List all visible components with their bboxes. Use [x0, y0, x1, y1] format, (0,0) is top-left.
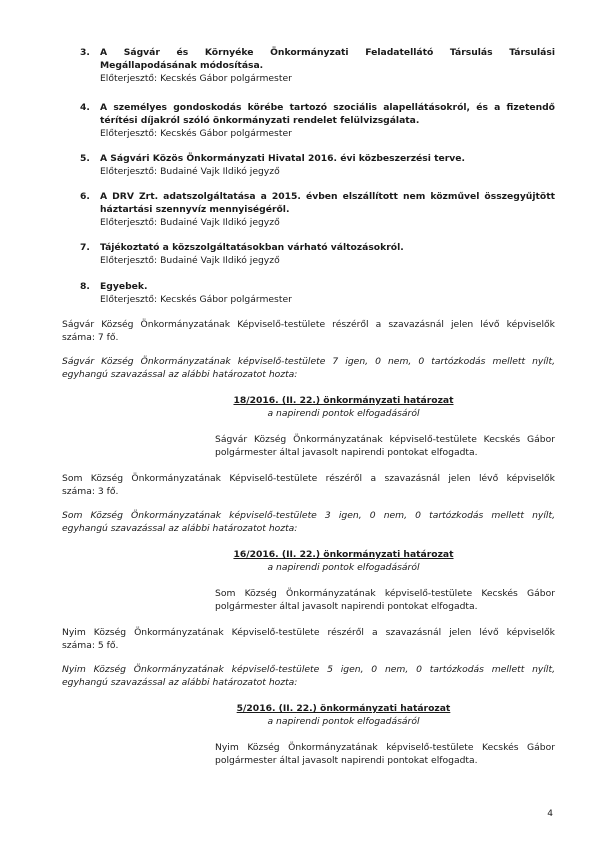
agenda-number: 8. [80, 281, 90, 292]
attendance-line: Ságvár Község Önkormányzatának Képviselő-testülete részéről a szavazásnál jelen lévő képviselők [62, 319, 555, 330]
vote-paragraph [62, 509, 555, 535]
agenda-number: 3. [80, 47, 90, 58]
agenda-title-cont: térítési díjakról szóló önkormányzati rendelet felülvizsgálata. [100, 115, 420, 126]
agenda-title: A Ságvár és Környéke Önkormányzati Feladatellátó Társulás Társulási [100, 47, 555, 58]
resolution-text-cont: polgármester által javasolt napirendi pontokat elfogadta. [215, 447, 478, 458]
agenda-title: Tájékoztató a közszolgáltatásokban várható változásokról. [100, 242, 404, 253]
attendance-paragraph [62, 626, 555, 652]
agenda-item [80, 101, 555, 140]
agenda-item [80, 152, 555, 178]
resolution-title: 5/2016. (II. 22.) önkormányzati határozat [236, 703, 451, 714]
agenda-title: A DRV Zrt. adatszolgáltatása a 2015. évben elszállított nem közművel összegyűjtött [100, 191, 555, 202]
agenda-title-cont: háztartási szennyvíz mennyiségéről. [100, 204, 290, 215]
resolution-heading [62, 394, 555, 420]
vote-line-cont: egyhangú szavazással az alábbi határozatot hozta: [62, 677, 298, 688]
agenda-item [80, 190, 555, 229]
agenda-title-cont: Megállapodásának módosítása. [100, 60, 264, 71]
resolution-heading [62, 548, 555, 574]
attendance-paragraph [62, 318, 555, 344]
agenda-presenter: Előterjesztő: Kecskés Gábor polgármester [100, 294, 292, 305]
agenda-presenter: Előterjesztő: Budainé Vajk Ildikó jegyző [100, 255, 280, 266]
agenda-title: A Ságvári Közös Önkormányzati Hivatal 2016. évi közbeszerzési terve. [100, 153, 465, 164]
vote-line: Nyim Község Önkormányzatának képviselő-testülete 5 igen, 0 nem, 0 tartózkodás mellett nyílt, [62, 664, 555, 675]
resolution-text: Som Község Önkormányzatának képviselő-testülete Kecskés Gábor [215, 588, 555, 599]
resolution-body [215, 741, 555, 767]
attendance-count: száma: 5 fő. [62, 640, 119, 651]
vote-line-cont: egyhangú szavazással az alábbi határozatot hozta: [62, 369, 298, 380]
agenda-item [80, 241, 555, 267]
vote-line-cont: egyhangú szavazással az alábbi határozatot hozta: [62, 523, 298, 534]
attendance-count: száma: 3 fő. [62, 486, 119, 497]
attendance-count: száma: 7 fő. [62, 332, 119, 343]
agenda-presenter: Előterjesztő: Budainé Vajk Ildikó jegyző [100, 166, 280, 177]
resolution-text: Ságvár Község Önkormányzatának képviselő-testülete Kecskés Gábor [215, 434, 555, 445]
resolution-heading [62, 702, 555, 728]
agenda-number: 5. [80, 153, 90, 164]
agenda-title: A személyes gondoskodás körébe tartozó szociális alapellátásokról, és a fizetendő [100, 102, 555, 113]
agenda-number: 7. [80, 242, 90, 253]
attendance-paragraph [62, 472, 555, 498]
resolution-title: 18/2016. (II. 22.) önkormányzati határozat [233, 395, 454, 406]
resolution-text: Nyim Község Önkormányzatának képviselő-testülete Kecskés Gábor [215, 742, 555, 753]
vote-paragraph [62, 663, 555, 689]
agenda-number: 4. [80, 102, 90, 113]
page-number: 4 [547, 809, 553, 819]
agenda-title: Egyebek. [100, 281, 148, 292]
attendance-line: Som Község Önkormányzatának Képviselő-testülete részéről a szavazásnál jelen lévő képviselők [62, 473, 555, 484]
agenda-presenter: Előterjesztő: Kecskés Gábor polgármester [100, 73, 292, 84]
resolution-subtitle: a napirendi pontok elfogadásáról [267, 716, 420, 727]
resolution-body [215, 587, 555, 613]
agenda-presenter: Előterjesztő: Kecskés Gábor polgármester [100, 128, 292, 139]
agenda-number: 6. [80, 191, 90, 202]
vote-line: Ságvár Község Önkormányzatának képviselő-testülete 7 igen, 0 nem, 0 tartózkodás mellett nyílt, [62, 356, 555, 367]
agenda-presenter: Előterjesztő: Budainé Vajk Ildikó jegyző [100, 217, 280, 228]
vote-paragraph [62, 355, 555, 381]
agenda-item [80, 46, 555, 85]
resolution-subtitle: a napirendi pontok elfogadásáról [267, 562, 420, 573]
resolution-text-cont: polgármester által javasolt napirendi pontokat elfogadta. [215, 755, 478, 766]
resolution-subtitle: a napirendi pontok elfogadásáról [267, 408, 420, 419]
resolution-body [215, 433, 555, 459]
resolution-text-cont: polgármester által javasolt napirendi pontokat elfogadta. [215, 601, 478, 612]
vote-line: Som Község Önkormányzatának képviselő-testülete 3 igen, 0 nem, 0 tartózkodás mellett nyílt, [62, 510, 555, 521]
agenda-item [80, 280, 555, 306]
attendance-line: Nyim Község Önkormányzatának Képviselő-testülete részéről a szavazásnál jelen lévő képviselők [62, 627, 555, 638]
resolution-title: 16/2016. (II. 22.) önkormányzati határozat [233, 549, 454, 560]
